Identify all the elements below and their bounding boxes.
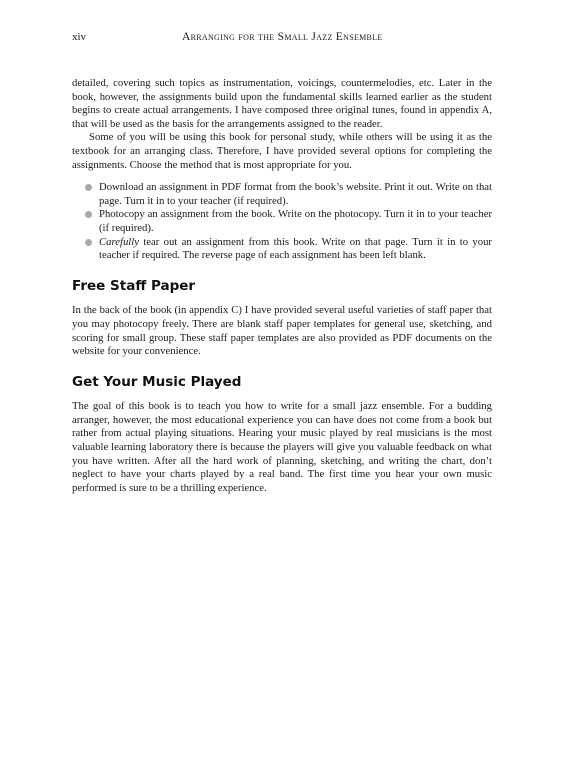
get-music-played-paragraph: The goal of this book is to teach you how to write for a small jazz ensemble. For a budding arranger, however, the most educational experience you can have does not come from a book but rather from actual playing situations. Hearing your music played by real musicians is the most valuable learning laboratory there is because the players will give you valuable feedback on what you have written. After all the hard work of planning, sketching, and writing the chart, don’t neglect to have your charts played by a real band. The first time you hear your own music performed is sure to be a thrilling experience. xyxy=(72,400,492,494)
free-staff-paper-paragraph: In the back of the book (in appendix C) I have provided several useful varieties of staff paper that you may photocopy freely. There are blank staff paper templates for general use, sketching, and scoring for small group. These staff paper templates are also provided as PDF documents on the website for your convenience. xyxy=(72,304,492,358)
bullet-icon xyxy=(85,184,92,191)
list-item-text: Photocopy an assignment from the book. Write on the photocopy. Turn it in to your teacher (if required). xyxy=(99,208,492,234)
section-heading-get-music-played: Get Your Music Played xyxy=(72,373,242,390)
assignment-options-list xyxy=(72,181,492,263)
list-item-emphasis: Carefully xyxy=(99,235,139,248)
list-item xyxy=(99,236,492,263)
intro-paragraph-options: Some of you will be using this book for personal study, while others will be using it as the textbook for an arranging class. Therefore, I have provided several options for completing the assignments. Choose the method that is most appropriate for you. xyxy=(72,131,492,171)
list-item-text: tear out an assignment from this book. Write on that page. Turn it in to your teacher if required. The reverse page of each assignment has been left blank. xyxy=(99,235,492,262)
list-item xyxy=(99,208,492,235)
running-title: Arranging for the Small Jazz Ensemble xyxy=(182,31,383,43)
bullet-icon xyxy=(85,211,92,218)
section-heading-free-staff-paper: Free Staff Paper xyxy=(72,277,196,294)
page-body xyxy=(72,77,492,495)
page-number: xiv xyxy=(72,31,87,43)
bullet-icon xyxy=(85,239,92,246)
list-item xyxy=(99,181,492,208)
page-header xyxy=(72,31,492,47)
list-item-text: Download an assignment in PDF format from the book’s website. Print it out. Write on that page. Turn it in to your teacher (if required). xyxy=(99,181,492,207)
intro-paragraph-continued: detailed, covering such topics as instrumentation, voicings, countermelodies, etc. Later in the book, however, the assignments build upon the fundamental skills learned earlier as the student begins to create actual arrangements. I have composed three original tunes, found in appendix A, that will be used as the basis for the arrangements assigned to the reader. xyxy=(72,77,492,130)
